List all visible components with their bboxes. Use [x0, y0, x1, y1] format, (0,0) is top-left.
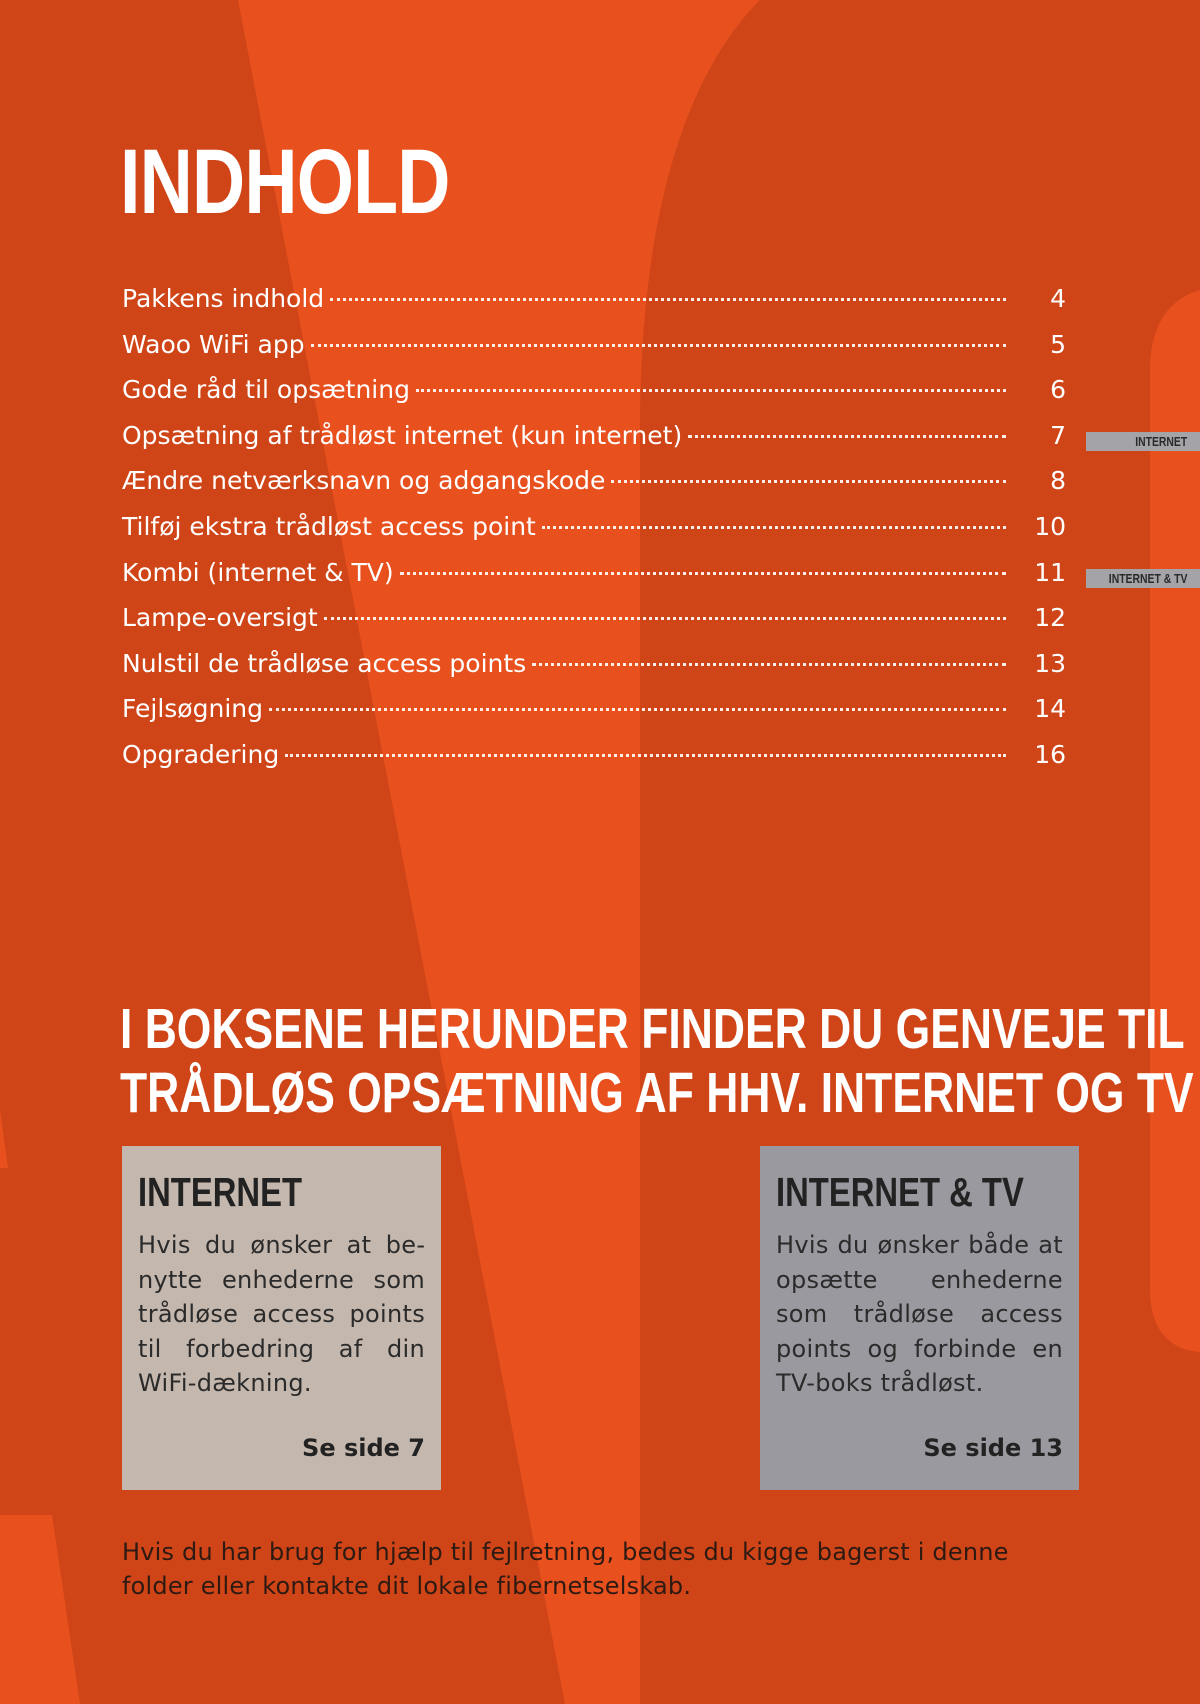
box-description: Hvis du ønsker både at opsætte enhederne som trådløse access points og forbinde en TV-boks trådløst.	[776, 1231, 1063, 1397]
toc-item[interactable]	[122, 558, 1066, 604]
see-page-link[interactable]: Se side 7	[302, 1434, 425, 1462]
see-page-link[interactable]: Se side 13	[923, 1434, 1063, 1462]
box-description: Hvis du ønsker at benytte enhederne som trådløse access points til forbedring af din WiFi-dækning.	[138, 1231, 425, 1397]
shortcut-heading-line1: I BOKSENE HERUNDER FINDER DU GENVEJE TIL	[120, 997, 1185, 1061]
toc-page-number: 16	[1034, 739, 1066, 769]
toc-leader	[269, 708, 1006, 711]
toc-label: Lampe-oversigt	[122, 603, 318, 633]
shortcut-box-internet-tv[interactable]	[760, 1146, 1079, 1490]
toc-page-number: 10	[1034, 511, 1066, 541]
toc-item[interactable]	[122, 466, 1066, 512]
toc-leader	[400, 572, 1006, 575]
box-title: INTERNET & TV	[776, 1169, 1024, 1215]
toc-item[interactable]	[122, 512, 1066, 558]
toc-item[interactable]	[122, 740, 1066, 786]
toc-label: Ændre netværksnavn og adgangskode	[122, 466, 606, 496]
toc-label: Kombi (internet & TV)	[122, 557, 394, 587]
toc-label: Gode råd til opsætning	[122, 375, 410, 405]
toc-leader	[330, 298, 1006, 301]
toc-leader	[285, 754, 1006, 757]
page-title: INDHOLD	[120, 131, 450, 233]
toc-leader	[532, 663, 1006, 666]
toc-page-number: 14	[1034, 694, 1066, 724]
toc-item[interactable]	[122, 603, 1066, 649]
toc-leader	[311, 344, 1006, 347]
shortcut-heading	[120, 997, 1194, 1125]
side-tab-label: INTERNET & TV	[1108, 571, 1188, 586]
toc-leader	[542, 526, 1006, 529]
toc-item[interactable]	[122, 284, 1066, 330]
toc-label: Opgradering	[122, 739, 280, 769]
side-tab-internet-tv[interactable]	[1086, 569, 1200, 588]
toc-item[interactable]	[122, 649, 1066, 695]
shortcut-box-internet[interactable]	[122, 1146, 441, 1490]
toc-item[interactable]	[122, 330, 1066, 376]
side-tab-internet[interactable]	[1086, 432, 1200, 451]
toc-page-number: 6	[1050, 375, 1066, 405]
toc-label: Pakkens indhold	[122, 284, 325, 313]
toc-page-number: 8	[1050, 466, 1066, 496]
toc-label: Fejlsøgning	[122, 694, 263, 724]
toc-item[interactable]	[122, 694, 1066, 740]
toc-page-number: 5	[1050, 329, 1066, 359]
shortcut-heading-line2: TRÅDLØS OPSÆTNING AF HHV. INTERNET OG TV	[120, 1061, 1194, 1125]
toc-item[interactable]	[122, 421, 1066, 467]
toc-page-number: 12	[1034, 603, 1066, 633]
toc-label: Opsætning af trådløst internet (kun internet)	[122, 420, 683, 450]
toc-leader	[324, 617, 1006, 620]
toc-item[interactable]	[122, 375, 1066, 421]
box-title: INTERNET	[138, 1169, 302, 1215]
toc-label: Waoo WiFi app	[122, 329, 305, 359]
footer-help-text: Hvis du har brug for hjælp til fejlretning, bedes du kigge bagerst i denne folder eller kontakte dit lokale fibernetselskab.	[122, 1538, 1009, 1600]
toc-leader	[611, 480, 1006, 483]
side-tab-label: INTERNET	[1135, 434, 1188, 449]
toc-leader	[416, 389, 1006, 392]
toc-label: Nulstil de trådløse access points	[122, 648, 527, 678]
table-of-contents	[122, 284, 1066, 786]
toc-page-number: 13	[1034, 648, 1066, 678]
toc-leader	[688, 435, 1006, 438]
toc-page-number: 11	[1034, 557, 1066, 587]
toc-page-number: 4	[1050, 284, 1066, 313]
toc-page-number: 7	[1050, 420, 1066, 450]
toc-label: Tilføj ekstra trådløst access point	[122, 511, 536, 541]
